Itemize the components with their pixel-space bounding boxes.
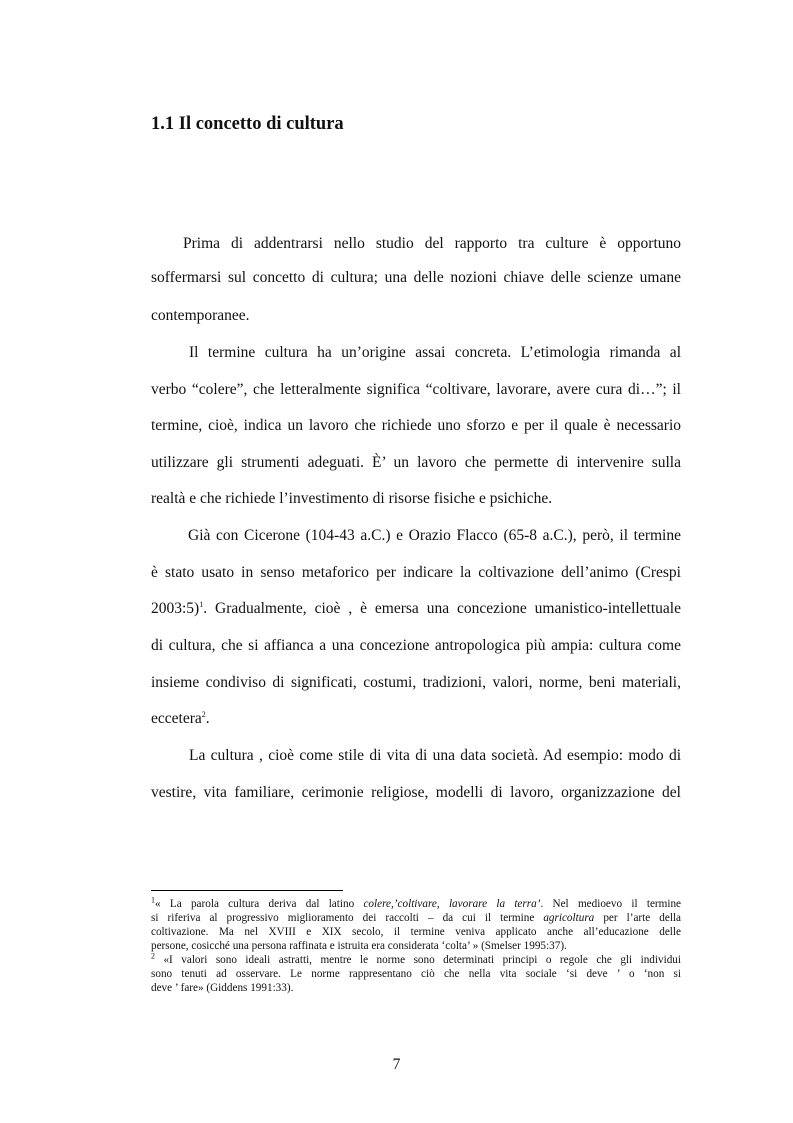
footnote-ref-2: 2: [201, 709, 206, 719]
paragraph-line: Già con Cicerone (104-43 a.C.) e Orazio Flacco (65-8 a.C.), però, il termine: [188, 527, 681, 544]
footnote-1-line: $^1$« La parola cultura deriva dal latino colere,’coltivare, lavorare la terra’. Nel medioevo il termine: [151, 895, 682, 910]
paragraph-line: insieme condiviso di significati, costumi, tradizioni, valori, norme, beni materiali,: [151, 674, 681, 691]
paragraph-line: soffermarsi sul concetto di cultura; una delle nozioni chiave delle scienze umane: [151, 269, 681, 286]
footnote-2-line: sono tenuti ad osservare. Le norme rappresentano ciò che nella vita sociale ‘si deve ’ o ‘non si: [151, 968, 681, 980]
paragraph-line: termine, cioè, indica un lavoro che richiede uno sforzo e per il quale è necessario: [151, 417, 681, 434]
footnote-1-line: persone, cosicché una persona raffinata e istruita era considerata ‘colta’ » (Smelser 1995:37).: [151, 940, 567, 952]
footnote-2-line: deve ’ fare» (Giddens 1991:33).: [151, 982, 294, 994]
paragraph-line: utilizzare gli strumenti adeguati. È’ un lavoro che permette di intervenire sulla: [151, 454, 681, 471]
footnote-divider: [151, 890, 343, 891]
paragraph-line: eccetera$^2$.: [151, 709, 210, 727]
page-number: 7: [392, 1056, 401, 1073]
paragraph-line: vestire, vita familiare, cerimonie religiose, modelli di lavoro, organizzazione del: [151, 784, 681, 801]
footnote-1-line: si riferiva al progressivo miglioramento dei raccolti – da cui il termine agricoltura per l’arte della: [151, 912, 681, 924]
paragraph-line: Il termine cultura ha un’origine assai concreta. L’etimologia rimanda al: [189, 344, 681, 361]
section-heading: 1.1 Il concetto di cultura: [151, 114, 344, 134]
paragraph-line: contemporanee.: [151, 307, 250, 324]
paragraph-line: 2003:5)$^1$. Gradualmente, cioè , è emersa una concezione umanistico-intellettuale: [151, 599, 681, 617]
paragraph-line: è stato usato in senso metaforico per indicare la coltivazione dell’animo (Crespi: [151, 564, 681, 581]
paragraph-line: di cultura, che si affianca a una concezione antropologica più ampia: cultura come: [151, 637, 681, 654]
paragraph-line: verbo “colere”, che letteralmente significa “coltivare, lavorare, avere cura di…”; il: [151, 381, 681, 398]
footnote-2-line: $^2$ «I valori sono ideali astratti, mentre le norme sono determinati principi o regole che gli individui: [151, 951, 681, 966]
paragraph-line: realtà e che richiede l’investimento di risorse fisiche e psichiche.: [151, 490, 553, 507]
paragraph-line: Prima di addentrarsi nello studio del rapporto tra culture è opportuno: [183, 235, 681, 252]
footnote-1-line: coltivazione. Ma nel XVIII e XIX secolo, il termine veniva applicato anche all’educazione delle: [151, 926, 681, 938]
paragraph-line: La cultura , cioè come stile di vita di una data società. Ad esempio: modo di: [189, 747, 681, 764]
footnote-ref-1: 1: [199, 599, 204, 609]
